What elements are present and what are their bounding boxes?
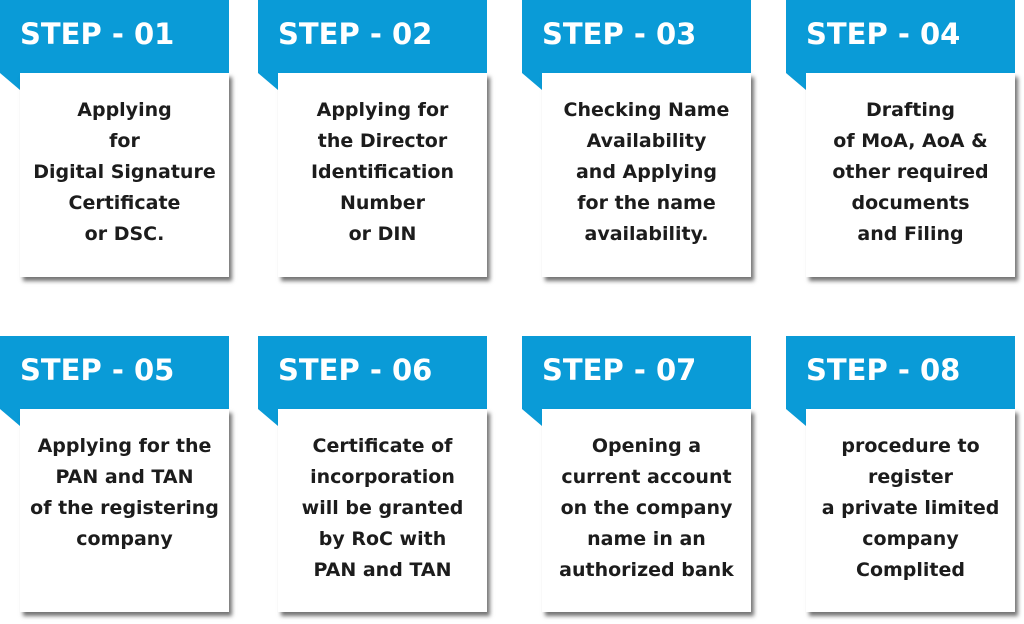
step-description: Checking Name Availability and Applying for the name availability. [563,99,730,245]
banner-fold [0,73,20,90]
step-card-4 [786,0,1015,277]
step-banner [786,0,1015,73]
step-description-card [542,409,751,612]
step-description: Opening a current account on the company name in an authorized bank [559,435,734,581]
step-description-card [278,409,487,612]
step-banner [786,336,1015,409]
step-description: Applying for the PAN and TAN of the registering company [30,435,219,550]
step-description: Applying for the Director Identification Number or DIN [310,99,455,245]
step-description-card [542,73,751,277]
step-label: STEP - 02 [278,17,433,51]
step-card-3 [522,0,751,277]
step-description: Certificate of incorporation will be granted by RoC with PAN and TAN [301,435,464,581]
step-card-6 [258,336,487,613]
step-description-card [806,73,1015,277]
step-description: Drafting of MoA, AoA & other required documents and Filing [832,99,989,245]
banner-fold [0,409,20,426]
banner-fold [786,73,806,90]
step-label: STEP - 03 [542,17,697,51]
step-label: STEP - 04 [806,17,961,51]
banner-fold [258,409,278,426]
banner-fold [258,73,278,90]
step-description: Applying for Digital Signature Certificate or DSC. [33,99,216,245]
step-card-2 [258,0,487,277]
step-description: procedure to register a private limited company Complited [821,435,1000,581]
step-card-1 [0,0,229,277]
step-banner [0,336,229,409]
banner-fold [786,409,806,426]
step-label: STEP - 05 [20,353,175,387]
step-description-card [278,73,487,277]
step-description-card [806,409,1015,612]
step-label: STEP - 01 [20,17,175,51]
step-card-5 [0,336,229,613]
banner-fold [522,73,542,90]
step-banner [522,336,751,409]
step-card-8 [786,336,1015,613]
step-card-7 [522,336,751,613]
step-label: STEP - 07 [542,353,697,387]
banner-fold [522,409,542,426]
step-description-card [20,73,229,277]
step-label: STEP - 08 [806,353,961,387]
step-description-card [20,409,229,612]
step-banner [0,0,229,73]
step-banner [258,336,487,409]
step-banner [258,0,487,73]
step-banner [522,0,751,73]
step-label: STEP - 06 [278,353,433,387]
